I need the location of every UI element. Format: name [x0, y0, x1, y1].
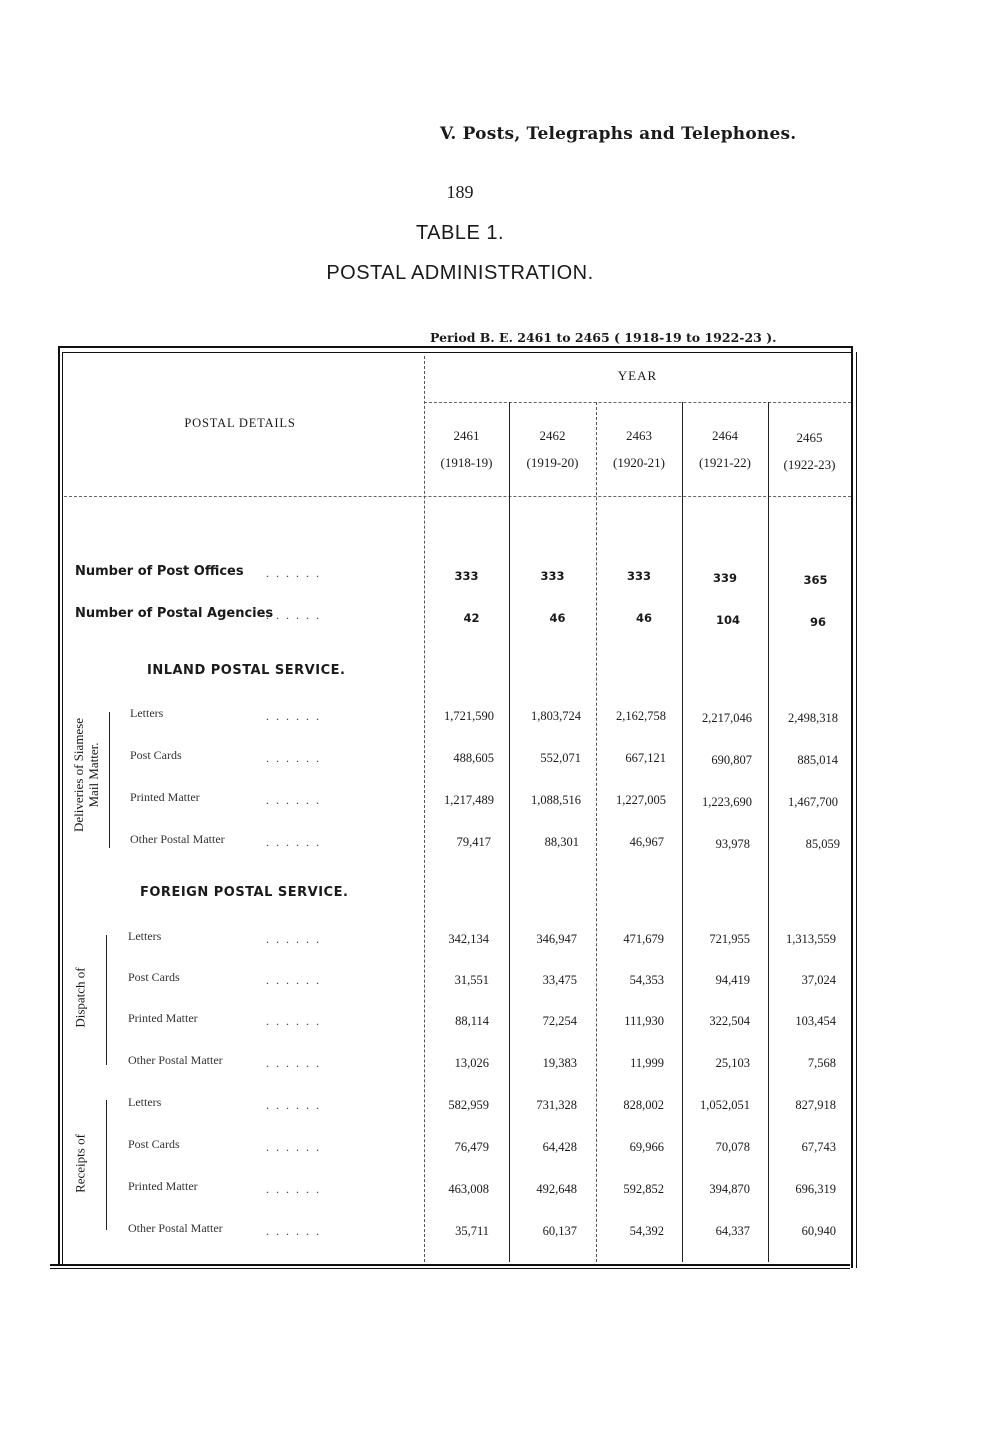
table-cell: 2,217,046	[702, 711, 752, 725]
table-cell: 54,392	[629, 1224, 664, 1238]
table-cell: 35,711	[455, 1224, 489, 1238]
group-label-line: Deliveries of Siamese	[71, 717, 86, 833]
table-cell: 70,078	[715, 1140, 750, 1154]
brace	[109, 712, 110, 848]
table-cell: 1,217,489	[444, 793, 494, 807]
column-year-be: 2464	[712, 428, 738, 443]
table-cell: 1,803,724	[531, 709, 581, 723]
frame-line	[50, 1264, 850, 1266]
column-year-be: 2465	[796, 430, 823, 445]
row-label: Other Postal Matter	[130, 832, 225, 846]
column-year-ce: (1918-19)	[440, 455, 493, 470]
table-cell: 1,721,590	[444, 709, 494, 723]
table-cell: 69,966	[629, 1140, 664, 1154]
column-divider	[509, 402, 510, 1262]
table-cell: 552,071	[540, 751, 581, 765]
group-label: Receipts of	[72, 1134, 88, 1193]
frame-line	[58, 346, 853, 348]
brace	[106, 935, 107, 1065]
column-divider	[596, 402, 597, 1262]
leader-dots: . . . . . .	[266, 1056, 321, 1070]
table-cell: 111,930	[624, 1014, 664, 1028]
table-cell: 828,002	[623, 1098, 664, 1112]
column-year-ce: (1919-20)	[526, 455, 579, 470]
leader-dots: . . . . . .	[266, 566, 321, 580]
table-cell: 64,428	[542, 1140, 577, 1154]
table-cell: 64,337	[715, 1224, 750, 1238]
column-divider	[682, 402, 683, 1262]
frame-line	[62, 352, 63, 1266]
section-title: V. Posts, Telegraphs and Telephones.	[440, 124, 797, 144]
table-cell: 885,014	[797, 753, 838, 767]
table-cell: 1,088,516	[531, 793, 581, 807]
table-cell: 60,137	[542, 1224, 577, 1238]
column-divider	[424, 356, 425, 1262]
column-header	[424, 422, 509, 476]
table-cell: 104	[715, 613, 740, 627]
row-label: Other Postal Matter	[128, 1221, 223, 1235]
group-label: Dispatch of	[72, 967, 88, 1028]
table-cell: 721,955	[709, 932, 750, 946]
frame-line	[50, 1268, 850, 1269]
column-year-ce: (1922-23)	[783, 457, 836, 472]
row-label: Printed Matter	[130, 790, 200, 804]
table-cell: 46,967	[629, 835, 664, 849]
leader-dots: . . . . . .	[266, 1224, 321, 1238]
leader-dots: . . . . . .	[266, 1182, 321, 1196]
brace	[106, 1100, 107, 1230]
table-cell: 7,568	[807, 1056, 836, 1070]
column-header	[596, 422, 682, 476]
leader-dots: . . . . . .	[266, 1014, 321, 1028]
leader-dots: . . . . . .	[266, 835, 321, 849]
leader-dots: . . . . . .	[266, 973, 321, 987]
row-label: Post Cards	[130, 748, 182, 762]
table-cell: 11,999	[630, 1056, 664, 1070]
table-cell: 72,254	[542, 1014, 577, 1028]
frame-line	[851, 346, 853, 1268]
leader-dots: . . . . . .	[266, 1140, 321, 1154]
table-cell: 88,114	[455, 1014, 489, 1028]
table-cell: 690,807	[711, 753, 752, 767]
table-cell: 1,223,690	[702, 795, 752, 809]
table-cell: 827,918	[795, 1098, 836, 1112]
table-cell: 60,940	[801, 1224, 836, 1238]
frame-line	[62, 352, 853, 353]
table-cell: 76,479	[454, 1140, 489, 1154]
column-divider	[768, 402, 769, 1262]
column-year-be: 2462	[539, 428, 566, 443]
table-cell: 488,605	[453, 751, 494, 765]
row-label: Post Cards	[128, 1137, 180, 1151]
row-label: Printed Matter	[128, 1179, 198, 1193]
table-cell: 592,852	[623, 1182, 664, 1196]
table-subtitle: POSTAL ADMINISTRATION.	[326, 262, 594, 284]
leader-dots: . . . . . .	[266, 608, 321, 622]
group-label-line: Mail Matter.	[86, 742, 101, 808]
leader-dots: . . . . . .	[266, 932, 321, 946]
column-year-be: 2461	[453, 428, 480, 443]
table-cell: 93,978	[715, 837, 750, 851]
column-year-ce: (1920-21)	[613, 455, 665, 470]
table-cell: 94,419	[715, 973, 750, 987]
table-cell: 13,026	[454, 1056, 489, 1070]
table-cell: 79,417	[456, 835, 491, 849]
leader-dots: . . . . . .	[266, 1098, 321, 1112]
postal-details-header: POSTAL DETAILS	[184, 416, 296, 430]
year-header: YEAR	[617, 368, 658, 383]
table-cell: 103,454	[795, 1014, 836, 1028]
table-cell: 394,870	[709, 1182, 750, 1196]
table-cell: 346,947	[536, 932, 577, 946]
table-cell: 46	[635, 611, 652, 625]
table-cell: 333	[626, 569, 651, 583]
table-cell: 96	[809, 615, 826, 629]
table-title: TABLE 1.	[415, 222, 505, 244]
row-label: Letters	[130, 706, 164, 720]
table-cell: 85,059	[805, 837, 840, 851]
table-cell: 1,052,051	[700, 1098, 750, 1112]
table-cell: 31,551	[454, 973, 489, 987]
header-rule	[64, 496, 851, 497]
table-cell: 463,008	[448, 1182, 489, 1196]
frame-line	[58, 346, 60, 1266]
row-label: Letters	[128, 929, 162, 943]
table-cell: 37,024	[801, 973, 836, 987]
column-header	[509, 422, 596, 476]
table-cell: 582,959	[448, 1098, 489, 1112]
column-header	[768, 424, 851, 478]
table-cell: 339	[712, 571, 737, 585]
column-header	[682, 422, 768, 476]
row-label: Number of Postal Agencies	[75, 606, 274, 621]
row-label: Post Cards	[128, 970, 180, 984]
table-cell: 33,475	[542, 973, 577, 987]
table-cell: 1,467,700	[788, 795, 838, 809]
row-label: Letters	[128, 1095, 162, 1109]
table-cell: 42	[463, 611, 480, 625]
column-year-be: 2463	[626, 428, 652, 443]
table-cell: 46	[549, 611, 566, 625]
table-cell: 696,319	[795, 1182, 836, 1196]
table-cell: 67,743	[801, 1140, 836, 1154]
table-cell: 1,313,559	[786, 932, 836, 946]
table-cell: 19,383	[542, 1056, 577, 1070]
page-number: 189	[446, 182, 474, 202]
table-cell: 731,328	[536, 1098, 577, 1112]
leader-dots: . . . . . .	[266, 751, 321, 765]
table-cell: 322,504	[709, 1014, 750, 1028]
leader-dots: . . . . . .	[266, 709, 321, 723]
row-label: Number of Post Offices	[75, 564, 244, 579]
table-cell: 492,648	[536, 1182, 577, 1196]
table-cell: 365	[803, 573, 828, 587]
row-label: Other Postal Matter	[128, 1053, 223, 1067]
header-rule	[424, 402, 851, 403]
column-year-ce: (1921-22)	[699, 455, 751, 470]
table-cell: 2,162,758	[616, 709, 666, 723]
table-cell: 333	[540, 569, 565, 583]
section-header: FOREIGN POSTAL SERVICE.	[140, 885, 349, 900]
section-header: INLAND POSTAL SERVICE.	[147, 663, 346, 678]
leader-dots: . . . . . .	[266, 793, 321, 807]
table-cell: 25,103	[715, 1056, 750, 1070]
table-cell: 1,227,005	[616, 793, 666, 807]
table-cell: 342,134	[448, 932, 489, 946]
table-cell: 667,121	[625, 751, 666, 765]
period-caption: Period B. E. 2461 to 2465 ( 1918-19 to 1922-23 ).	[430, 330, 777, 345]
table-cell: 333	[454, 569, 479, 583]
table-cell: 471,679	[623, 932, 664, 946]
table-cell: 54,353	[629, 973, 664, 987]
group-label	[71, 675, 101, 875]
table-cell: 2,498,318	[788, 711, 838, 725]
row-label: Printed Matter	[128, 1011, 198, 1025]
table-cell: 88,301	[544, 835, 579, 849]
frame-line	[856, 352, 857, 1268]
